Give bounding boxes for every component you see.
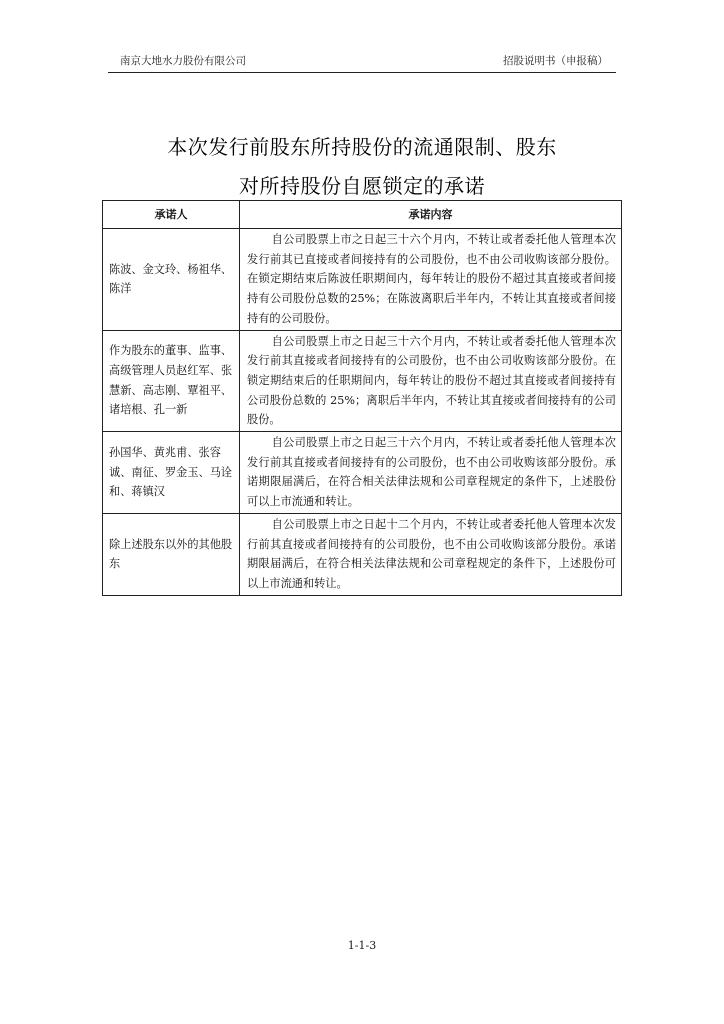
header-divider bbox=[108, 72, 616, 73]
table-row bbox=[103, 513, 622, 595]
table-row bbox=[103, 229, 622, 331]
page-number: 1-1-3 bbox=[347, 939, 377, 952]
section-title-line-2: 对所持股份自愿锁定的承诺 bbox=[239, 174, 485, 198]
commitment-content-cell: 自公司股票上市之日起三十六个月内，不转让或者委托他人管理本次发行前其已直接或者间接持有的公司股份，也不由公司收购该部分股份。在锁定期结束后陈波任职期间内，每年转让的股份不超过其直接或者间接持有公司股份总数的25%；在陈波离职后半年内，不转让其直接或者间接持有的公司股份。 bbox=[240, 229, 622, 331]
section-title-line-1: 本次发行前股东所持股份的流通限制、股东 bbox=[167, 135, 557, 159]
commitment-table bbox=[102, 200, 622, 596]
header-document-type: 招股说明书（申报稿） bbox=[503, 55, 608, 67]
commitment-content-cell: 自公司股票上市之日起十二个月内，不转让或者委托他人管理本次发行前其直接或者间接持有的公司股份，也不由公司收购该部分股份。承诺期限届满后，在符合相关法律法规和公司章程规定的条件下，上述股份可以上市流通和转让。 bbox=[240, 513, 622, 595]
page-header bbox=[108, 50, 616, 70]
commitment-content-cell: 自公司股票上市之日起三十六个月内，不转让或者委托他人管理本次发行前其直接或者间接持有的公司股份，也不由公司收购该部分股份。承诺期限届满后，在符合相关法律法规和公司章程规定的条件下，上述股份可以上市流通和转让。 bbox=[240, 432, 622, 514]
promisor-cell: 孙国华、黄兆甫、张容诚、南征、罗金玉、马诠和、蒋镇汉 bbox=[103, 432, 240, 514]
table-header-row bbox=[103, 201, 622, 229]
column-header-promisor: 承诺人 bbox=[103, 201, 240, 229]
table-row bbox=[103, 432, 622, 514]
commitment-content-cell: 自公司股票上市之日起三十六个月内，不转让或者委托他人管理本次发行前其直接或者间接持有的公司股份，也不由公司收购该部分股份。在锁定期结束后的任职期间内，每年转让的股份不超过其直接或者间接持有公司股份总数的 25%；离职后半年内，不转让其直接或者间接持有的公司股份。 bbox=[240, 330, 622, 432]
column-header-content: 承诺内容 bbox=[240, 201, 622, 229]
header-company-name: 南京大地水力股份有限公司 bbox=[120, 55, 246, 67]
table-row bbox=[103, 330, 622, 432]
promisor-cell: 除上述股东以外的其他股东 bbox=[103, 513, 240, 595]
promisor-cell: 作为股东的董事、监事、高级管理人员赵红军、张慧新、高志刚、覃祖平、诸培根、孔一新 bbox=[103, 330, 240, 432]
promisor-cell: 陈波、金文玲、杨祖华、陈洋 bbox=[103, 229, 240, 331]
